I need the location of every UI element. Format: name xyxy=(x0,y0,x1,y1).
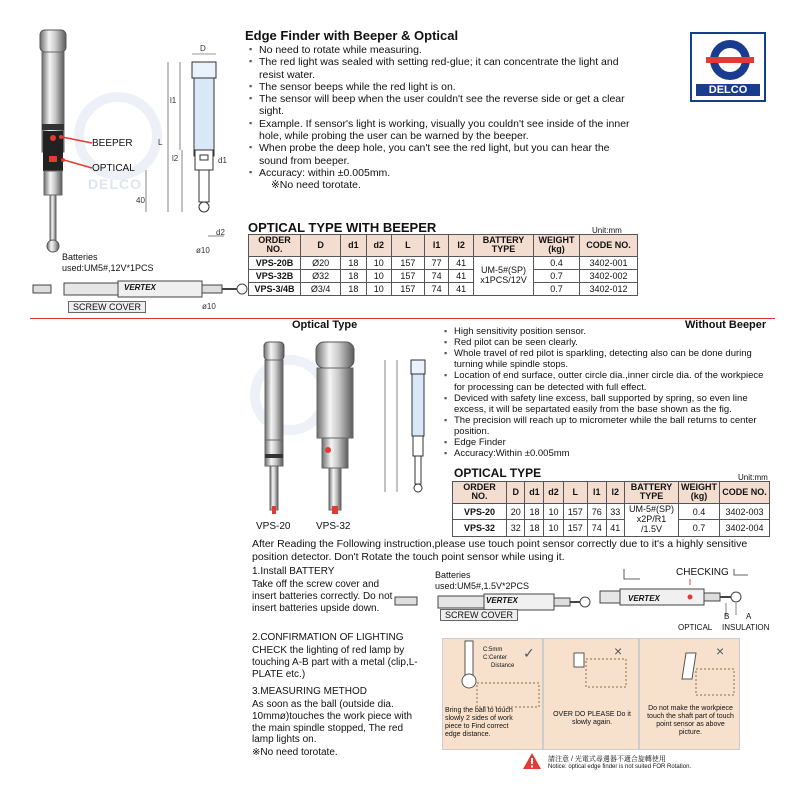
cell: 10 xyxy=(366,269,391,282)
check-mark-icon: ✓ xyxy=(523,645,535,661)
top-title: Edge Finder with Beeper & Optical xyxy=(245,28,459,43)
cell: VPS-3/4B xyxy=(249,282,301,295)
cell: 0.7 xyxy=(534,282,580,295)
panel1-label-distance: Distance xyxy=(491,663,515,669)
top-table-title: OPTICAL TYPE WITH BEEPER xyxy=(248,220,437,235)
cell: Ø32 xyxy=(301,269,341,282)
dim-L: L xyxy=(158,138,163,147)
vertex-brand-top: VERTEX xyxy=(124,283,156,292)
col-d2: d2 xyxy=(544,482,563,504)
middle-bullet: ▪ Deviced with safety line excess, ball supported by spring, so even line excess, it will be separtated easily from the base shown as the fig. xyxy=(444,393,774,415)
col-d2: d2 xyxy=(366,235,391,257)
top-bullet: ▪ The red light was sealed with setting red-glue; it can concentrate the light and resist water. xyxy=(249,56,634,81)
top-bullet: ▪ The sensor will beep when the user couldn't see the reverse side or get a clear sight. xyxy=(249,93,634,118)
dimension-drawing-middle xyxy=(375,350,435,520)
middle-bullet: ▪ Location of end surface, outter circle dia.,inner circle dia. of the workpiece for processing can be detected with full effect. xyxy=(444,370,774,392)
delco-logo-text: DELCO xyxy=(696,84,760,96)
top-bullet: ▪ The sensor beeps while the red light is on. xyxy=(249,81,634,93)
checking-b-label: B xyxy=(724,612,730,621)
dim-d1: d1 xyxy=(218,156,227,165)
middle-bullet: ▪ Accuracy:Within ±0.005mm xyxy=(444,448,774,459)
col-D: D xyxy=(301,235,341,257)
col-L: L xyxy=(563,482,588,504)
cell: 32 xyxy=(507,520,525,536)
col-battery: BATTERY TYPE xyxy=(625,482,679,504)
table-row xyxy=(249,282,638,295)
beeper-label: BEEPER xyxy=(92,138,133,149)
dim-phi10: ø10 xyxy=(196,246,210,255)
top-bullets xyxy=(249,44,634,191)
cell: 3402-003 xyxy=(720,503,770,519)
col-D: D xyxy=(507,482,525,504)
col-l1: l1 xyxy=(588,482,606,504)
cell: 18 xyxy=(525,520,544,536)
cell: 3402-012 xyxy=(580,282,638,295)
measuring-panel-overdo xyxy=(543,638,639,750)
col-l2: l2 xyxy=(449,235,474,257)
cell: 41 xyxy=(449,269,474,282)
col-d1: d1 xyxy=(341,235,366,257)
phi10-label-top: ø10 xyxy=(202,302,216,311)
col-battery: BATTERY TYPE xyxy=(474,235,534,257)
top-bullet: ▪ Accuracy: within ±0.005mm. xyxy=(249,167,634,179)
step1-text: Take off the screw cover and insert batteries correctly. Do not insert batteries upside down. xyxy=(252,579,393,614)
top-bullet: ▪ Example. If sensor's light is working, visually you couldn't see inside of the inner hole, while probing the user can be warned by the beeper. xyxy=(249,118,634,143)
step1-title: 1.Install BATTERY xyxy=(252,566,335,577)
cell: VPS-32B xyxy=(249,269,301,282)
shaft-diagram xyxy=(640,639,741,699)
battery-icon-top xyxy=(32,284,52,294)
step2-text: CHECK the lighting of red lamp by touching A-B part with a metal (clip,L-PLATE etc.) xyxy=(252,645,418,680)
panel1-label-center: C:Center xyxy=(483,655,508,661)
cell: 3402-001 xyxy=(580,256,638,269)
overdo-diagram xyxy=(544,639,640,699)
panel3-text: Do not make the workpiece touch the shaft part of touch point sensor as above picture. xyxy=(647,705,734,737)
top-note: ※No need torotate. xyxy=(271,179,361,192)
table-row xyxy=(453,520,770,536)
cell: Ø3/4 xyxy=(301,282,341,295)
screw-cover-label-top: SCREW COVER xyxy=(68,301,146,313)
callout-lines xyxy=(56,130,96,190)
col-L: L xyxy=(391,235,424,257)
table-row xyxy=(453,503,770,519)
middle-table-title: OPTICAL TYPE xyxy=(454,466,542,480)
cross-mark-icon-2: × xyxy=(716,643,725,659)
optical-label: OPTICAL xyxy=(92,163,135,174)
middle-bullet: ▪ Whole travel of red pilot is sparkling, detecting also can be done during turning while spindle stops. xyxy=(444,348,774,370)
battery-cell: UM-5#(SP) x1PCS/12V xyxy=(474,256,534,295)
middle-table-unit: Unit:mm xyxy=(738,473,768,482)
dim-l1: l1 xyxy=(170,96,177,105)
middle-spec-table xyxy=(452,481,770,537)
cell: 0.7 xyxy=(534,269,580,282)
col-l1: l1 xyxy=(424,235,449,257)
without-beeper-title: Without Beeper xyxy=(685,319,767,331)
cell: 18 xyxy=(341,256,366,269)
step3-text: As soon as the ball (outside dia. 10mmø)touches the work piece with the main spindle stopped, The red lamp lights on. xyxy=(252,699,413,746)
dimension-drawing-top xyxy=(140,40,240,252)
middle-bullet: ▪ High sensitivity position sensor. xyxy=(444,326,774,337)
middle-bullets xyxy=(444,326,774,459)
cell: 76 xyxy=(588,503,606,519)
panel1-label-c5: C:5mm xyxy=(483,647,503,653)
cell: 10 xyxy=(366,256,391,269)
col-order: ORDER NO. xyxy=(249,235,301,257)
top-bullet: ▪ No need to rotate while measuring. xyxy=(249,44,634,56)
cross-mark-icon: × xyxy=(614,643,623,659)
cell: 18 xyxy=(341,282,366,295)
warning-zh: 請注意 / 光電式尋邊器不適合旋轉使用 xyxy=(548,756,666,763)
cell: 10 xyxy=(544,503,563,519)
panel2-text: OVER DO PLEASE Do it slowly again. xyxy=(553,711,631,727)
col-weight: WEIGHT (kg) xyxy=(534,235,580,257)
vertex-brand-check: VERTEX xyxy=(628,594,660,603)
cell: 20 xyxy=(507,503,525,519)
middle-bullet: ▪ Red pilot can be seen clearly. xyxy=(444,337,774,348)
cell: 33 xyxy=(606,503,624,519)
battery-icon-bottom xyxy=(394,596,418,606)
table-row xyxy=(249,269,638,282)
col-weight: WEIGHT (kg) xyxy=(679,482,720,504)
optical-type-title: Optical Type xyxy=(292,319,358,331)
step2-title: 2.CONFIRMATION OF LIGHTING xyxy=(252,632,404,643)
measuring-panel-shaft xyxy=(639,638,740,750)
cell: 74 xyxy=(424,269,449,282)
measuring-panel-correct xyxy=(442,638,543,750)
cell: 3402-004 xyxy=(720,520,770,536)
cell: 74 xyxy=(588,520,606,536)
cell: 157 xyxy=(391,269,424,282)
cell: 77 xyxy=(424,256,449,269)
panel1-text: Bring the ball to touch slowly 2 sides of work piece to Find correct edge distance. xyxy=(445,707,513,739)
vps20-image xyxy=(258,340,290,520)
dim-D: D xyxy=(200,44,206,53)
middle-bullet: ▪ The precision will reach up to micrometer while the ball returns to center position. xyxy=(444,415,774,437)
vertex-brand-bottom: VERTEX xyxy=(486,596,518,605)
cell: 74 xyxy=(424,282,449,295)
cell: 157 xyxy=(563,520,588,536)
cell: VPS-20 xyxy=(453,503,507,519)
checking-a-label: A xyxy=(746,612,752,621)
cell: 41 xyxy=(449,282,474,295)
cell: 0.4 xyxy=(679,503,720,519)
step3-title: 3.MEASURING METHOD xyxy=(252,686,368,697)
cell: 10 xyxy=(366,282,391,295)
cell: 10 xyxy=(544,520,563,536)
table-row xyxy=(249,256,638,269)
batteries-label-bottom: Batteries used:UM5#,1.5V*2PCS xyxy=(435,570,530,591)
screw-cover-label-bottom: SCREW COVER xyxy=(440,609,518,621)
cell: 41 xyxy=(449,256,474,269)
optical-label-bottom: OPTICAL xyxy=(678,623,713,632)
batteries-label-top: Batteries used:UM5#,12V*1PCS xyxy=(62,252,154,273)
middle-bullet: ▪ Edge Finder xyxy=(444,437,774,448)
cell: 18 xyxy=(525,503,544,519)
col-order: ORDER NO. xyxy=(453,482,507,504)
dim-d2: d2 xyxy=(216,228,225,237)
col-d1: d1 xyxy=(525,482,544,504)
vps20-label: VPS-20 xyxy=(256,521,291,532)
cell: 18 xyxy=(341,269,366,282)
section-divider xyxy=(30,318,775,319)
cell: 3402-002 xyxy=(580,269,638,282)
cell: 41 xyxy=(606,520,624,536)
top-table-unit: Unit:mm xyxy=(592,226,622,235)
top-bullet: ▪ When probe the deep hole, you can't see the red light, but you can hear the sound from beeper. xyxy=(249,142,634,167)
cell: 157 xyxy=(391,256,424,269)
top-spec-table xyxy=(248,234,638,296)
cell: 0.7 xyxy=(679,520,720,536)
col-l2: l2 xyxy=(606,482,624,504)
delco-logo xyxy=(690,32,766,102)
dim-40: 40 xyxy=(136,196,145,205)
cell: 157 xyxy=(563,503,588,519)
dim-l2: l2 xyxy=(172,154,179,163)
checking-label: CHECKING xyxy=(676,567,729,578)
warning-en: Notice: optical edge finder is not suited FOR Rotation. xyxy=(548,764,692,770)
cell: 157 xyxy=(391,282,424,295)
vps32-label: VPS-32 xyxy=(316,521,351,532)
instruction-intro: After Reading the Following instruction,please use touch point sensor correctly due to it's a highly sensitive position detector. Don't Rotate the touch point sensor while using it. xyxy=(252,538,748,563)
step3-note: ※No need torotate. xyxy=(252,747,338,758)
cell: VPS-20B xyxy=(249,256,301,269)
cell: VPS-32 xyxy=(453,520,507,536)
watermark-text: DELCO xyxy=(88,176,142,192)
insulation-label: INSULATION xyxy=(722,623,770,632)
delco-logo-icon xyxy=(696,38,764,82)
cell: Ø20 xyxy=(301,256,341,269)
cell: 0.4 xyxy=(534,256,580,269)
col-code: CODE NO. xyxy=(580,235,638,257)
vps32-image xyxy=(308,340,362,520)
col-code: CODE NO. xyxy=(720,482,770,504)
battery-cell: UM-5#(SP) x2P/R1 /1.5V xyxy=(625,503,679,536)
warning-icon xyxy=(522,752,542,770)
